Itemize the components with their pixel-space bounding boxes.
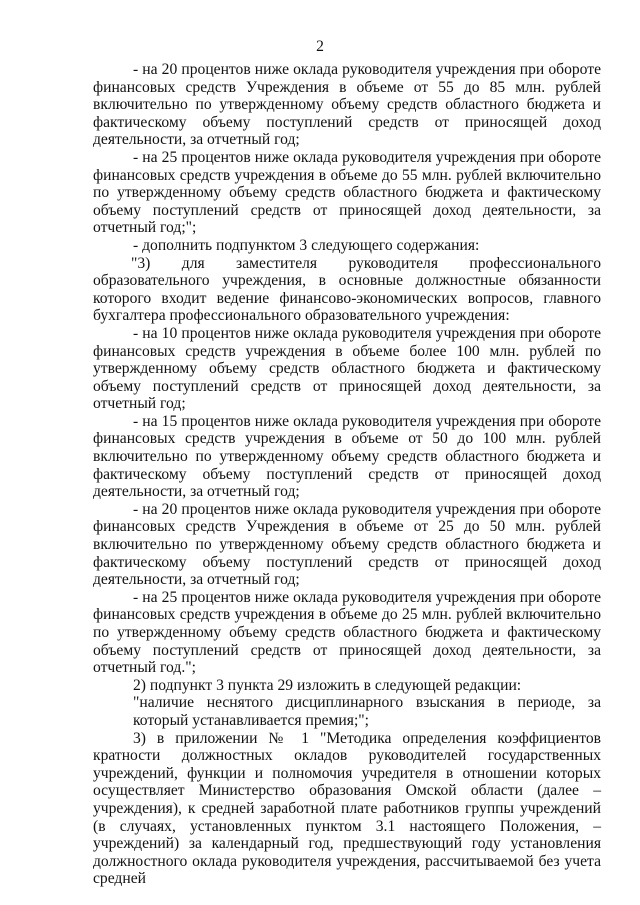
paragraph-10-percent: - на 10 процентов ниже оклада руководителя учреждения при обороте финансовых средств учреждения в объеме более 100 млн. рублей по утвержденному объему средств областного бюджета и фактическому объему поступлений средств от приносящей доход деятельности, за отчетный год; bbox=[93, 324, 601, 413]
paragraph-25-percent-b: - на 25 процентов ниже оклада руководителя учреждения при обороте финансовых средств учреждения в объеме до 25 млн. рублей включительно по утвержденному объему средств областного бюджета и фактическому объему поступлений средств от приносящей доход деятельности, за отчетный год."; bbox=[93, 588, 601, 677]
paragraph-item-3: 3) в приложении № 1 "Методика определения коэффициентов кратности должностных окладов руководителей государственных учреждений, функции и полномочия учредителя в отношении которых осуществляет Министерство образования Омской области (далее – учреждения), к средней заработной плате работников группы учреждений (в случаях, установленных пунктом 3.1 настоящего Положения, – учреждений) за календарный год, предшествующий году установления должностного оклада руководителя учреждения, рассчитываемой без учета средней bbox=[93, 729, 601, 888]
paragraph-subpoint-3: "3) для заместителя руководителя профессионального образовательного учреждения, в основные должностные обязанности которого входит ведение финансово-экономических вопросов, главного бухгалтера профессионального образовательного учреждения: bbox=[93, 254, 601, 325]
paragraph-20-percent: - на 20 процентов ниже оклада руководителя учреждения при обороте финансовых средств Учреждения в объеме от 55 до 85 млн. рублей включительно по утвержденному объему средств областного бюджета и фактическому объему поступлений средств от приносящей доход деятельности, за отчетный год; bbox=[93, 61, 601, 149]
document-body bbox=[93, 61, 601, 888]
paragraph-20-percent-b: - на 20 процентов ниже оклада руководителя учреждения при обороте финансовых средств Учреждения в объеме от 25 до 50 млн. рублей включительно по утвержденному объему средств областного бюджета и фактическому объему поступлений средств от приносящей доход деятельности, за отчетный год; bbox=[93, 500, 601, 589]
page-number: 2 bbox=[316, 38, 324, 55]
paragraph-25-percent: - на 25 процентов ниже оклада руководителя учреждения при обороте финансовых средств учреждения в объеме до 55 млн. рублей включительно по утвержденному объему средств областного бюджета и фактическому объему поступлений средств от приносящей доход деятельности, за отчетный год;"; bbox=[93, 148, 601, 237]
paragraph-add-subpoint-3: - дополнить подпунктом 3 следующего содержания: bbox=[133, 236, 480, 254]
paragraph-item-2: 2) подпункт 3 пункта 29 изложить в следующей редакции: bbox=[133, 676, 522, 694]
paragraph-15-percent: - на 15 процентов ниже оклада руководителя учреждения при обороте финансовых средств учреждения в объеме от 50 до 100 млн. рублей включительно по утвержденному объему средств областного бюджета и фактическому объему поступлений средств от приносящей доход деятельности, за отчетный год; bbox=[93, 412, 601, 501]
paragraph-quote: "наличие неснятого дисциплинарного взыскания в периоде, за который устанавливается премия;"; bbox=[133, 694, 601, 729]
